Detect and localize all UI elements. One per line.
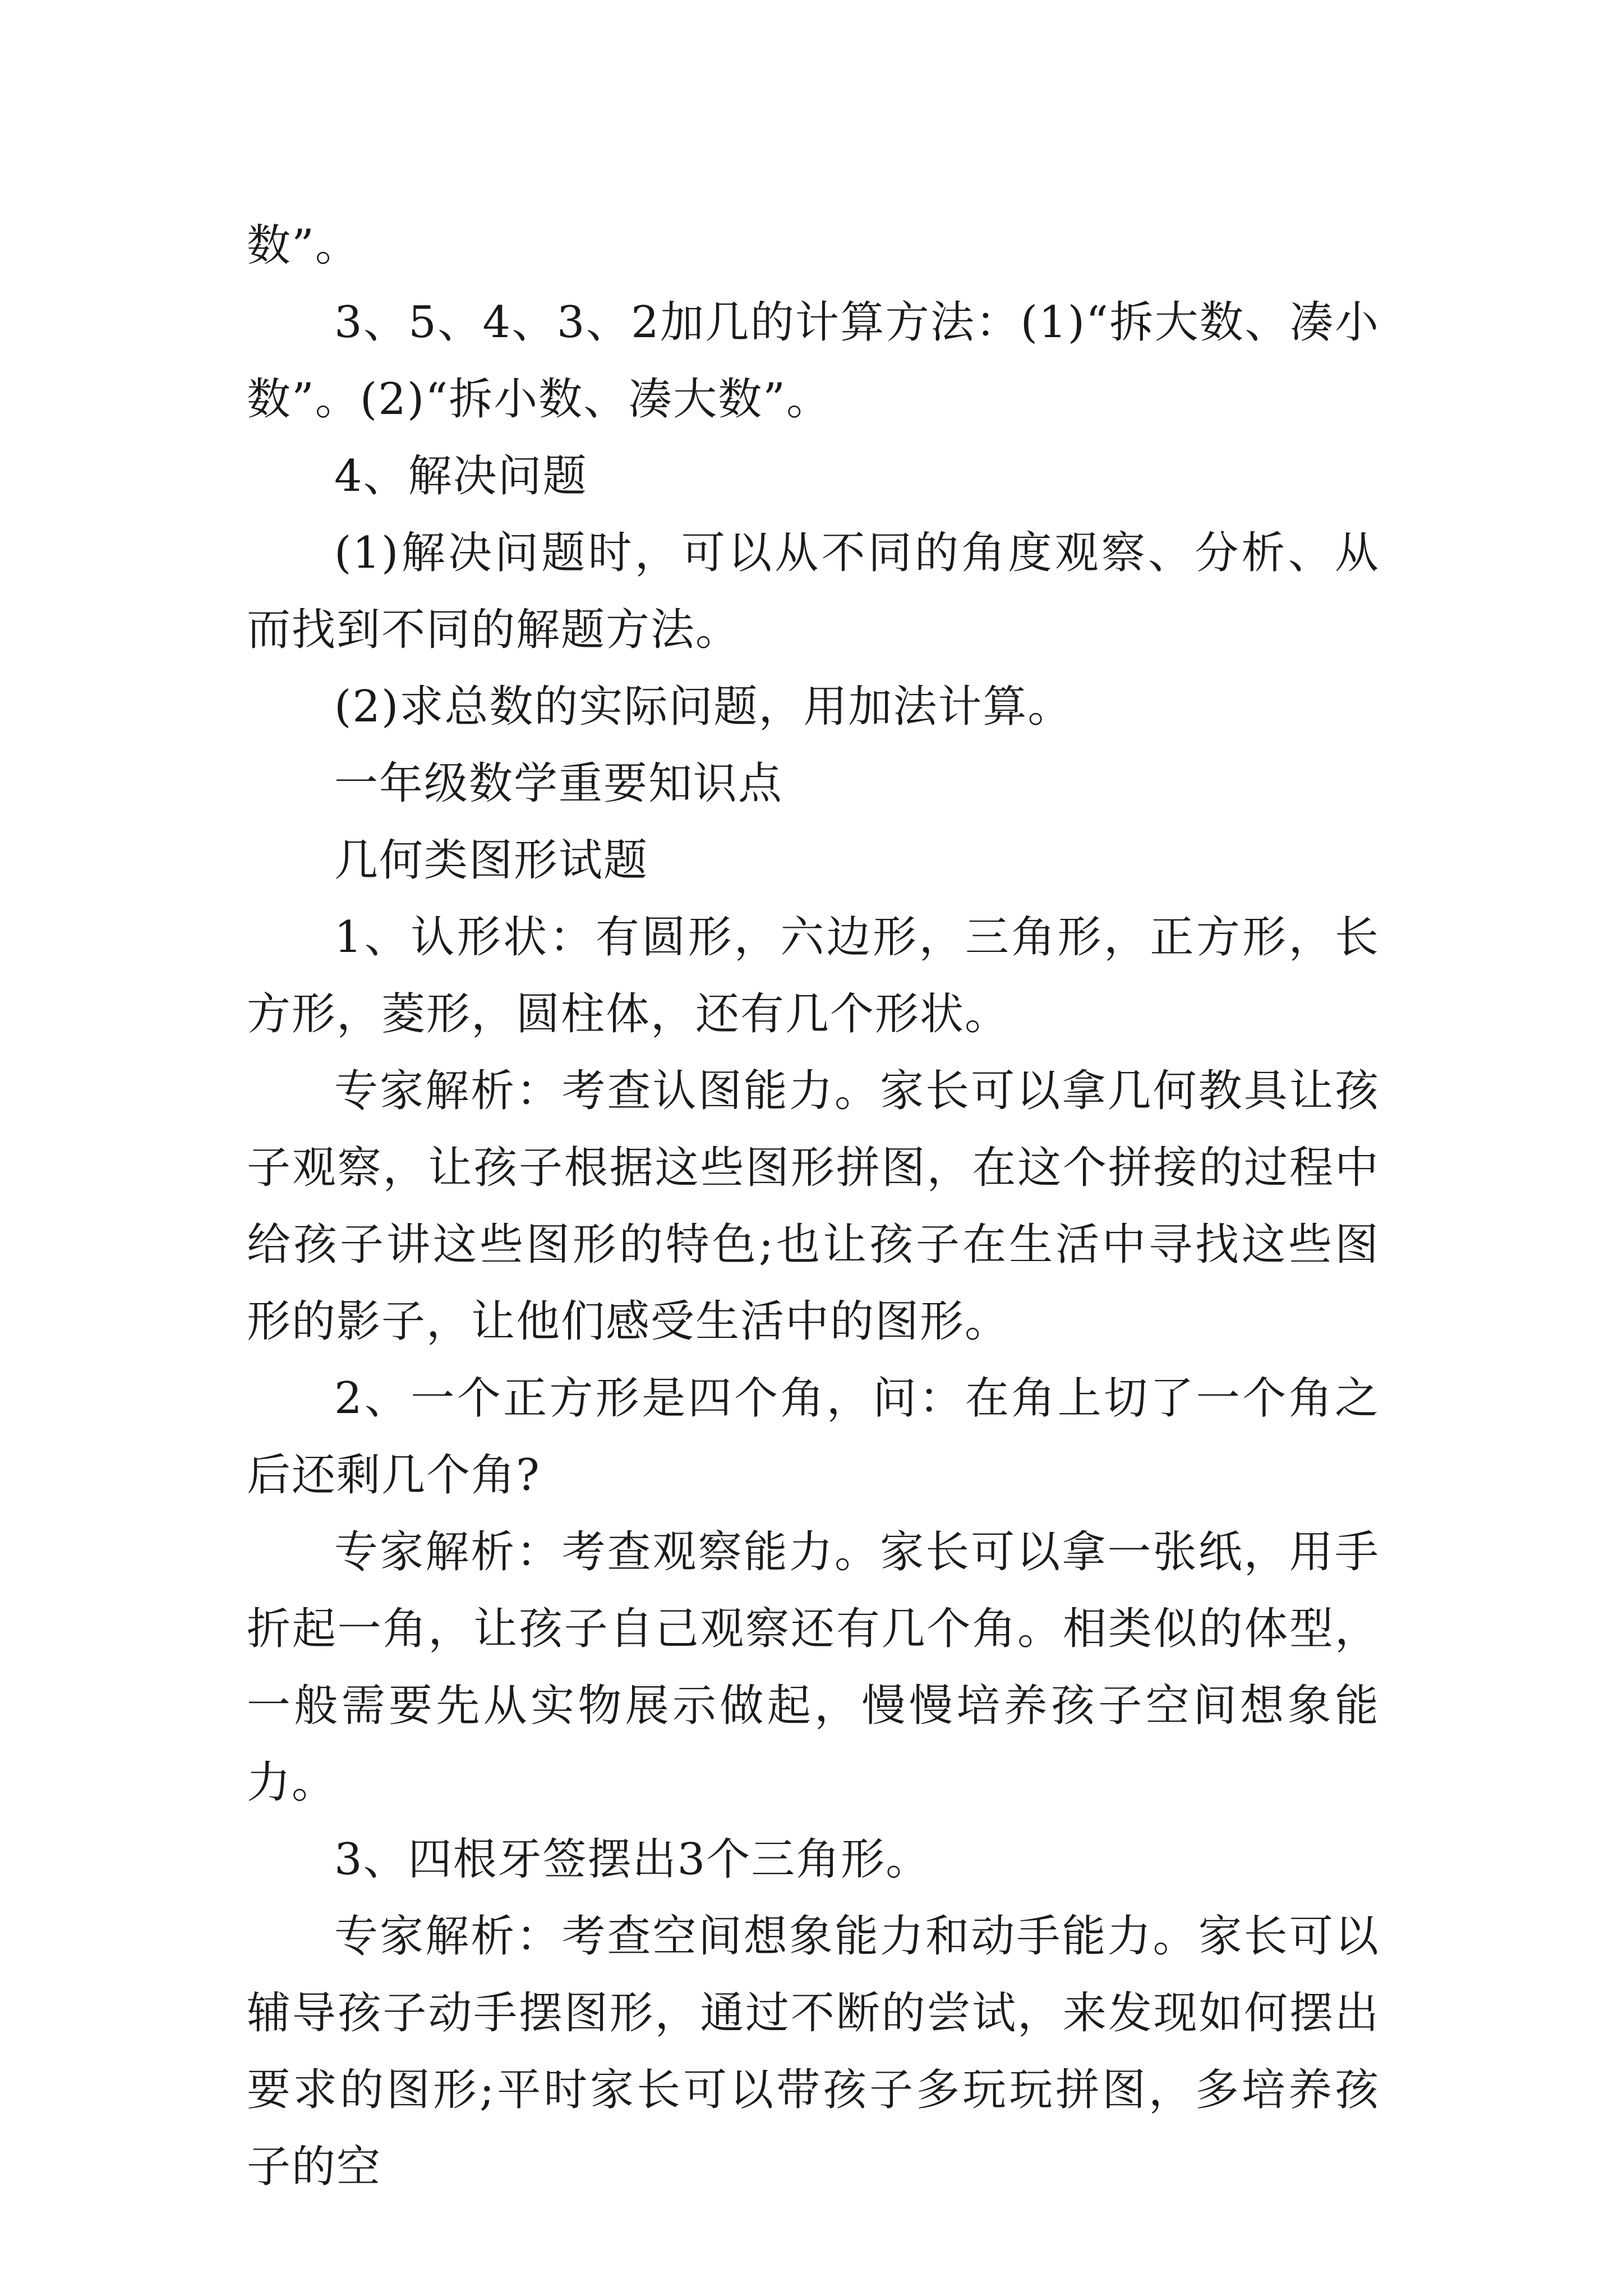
heading-key-points: 一年级数学重要知识点: [334, 758, 783, 809]
question-2: 2、一个正方形是四个角，问：在角上切了一个角之后还剩几个角?: [247, 1373, 1380, 1501]
question-1: 1、认形状：有圆形，六边形，三角形，正方形，长方形，菱形，圆柱体，还有几个形状。: [247, 912, 1380, 1039]
analysis-3: 专家解析：考查空间想象能力和动手能力。家长可以辅导孩子动手摆图形，通过不断的尝试，来发现如何摆出要求的图形;平时家长可以带孩子多玩玩拼图，多培养孩子的空: [247, 1911, 1380, 2192]
paragraph-addition-method: 3、5、4、3、2加几的计算方法：(1)“拆大数、凑小数”。(2)“拆小数、凑大数”。: [247, 297, 1380, 425]
paragraph-continuation: 数”。: [247, 220, 360, 271]
analysis-2: 专家解析：考查观察能力。家长可以拿一张纸，用手折起一角，让孩子自己观察还有几个角。相类似的体型，一般需要先从实物展示做起，慢慢培养孩子空间想象能力。: [247, 1527, 1380, 1808]
paragraph-solve-2: (2)求总数的实际问题，用加法计算。: [334, 682, 1073, 732]
paragraph-solve-1: (1)解决问题时，可以从不同的角度观察、分析、从而找到不同的解题方法。: [247, 528, 1380, 655]
question-3: 3、四根牙签摆出3个三角形。: [334, 1834, 931, 1885]
document-body: [247, 208, 1380, 2206]
analysis-1: 专家解析：考查认图能力。家长可以拿几何教具让孩子观察，让孩子根据这些图形拼图，在这个拼接的过程中给孩子讲这些图形的特色;也让孩子在生活中寻找这些图形的影子，让他们感受生活中的图形。: [247, 1066, 1380, 1347]
heading-solve-problems: 4、解决问题: [334, 451, 588, 501]
heading-geometry: 几何类图形试题: [334, 835, 649, 886]
